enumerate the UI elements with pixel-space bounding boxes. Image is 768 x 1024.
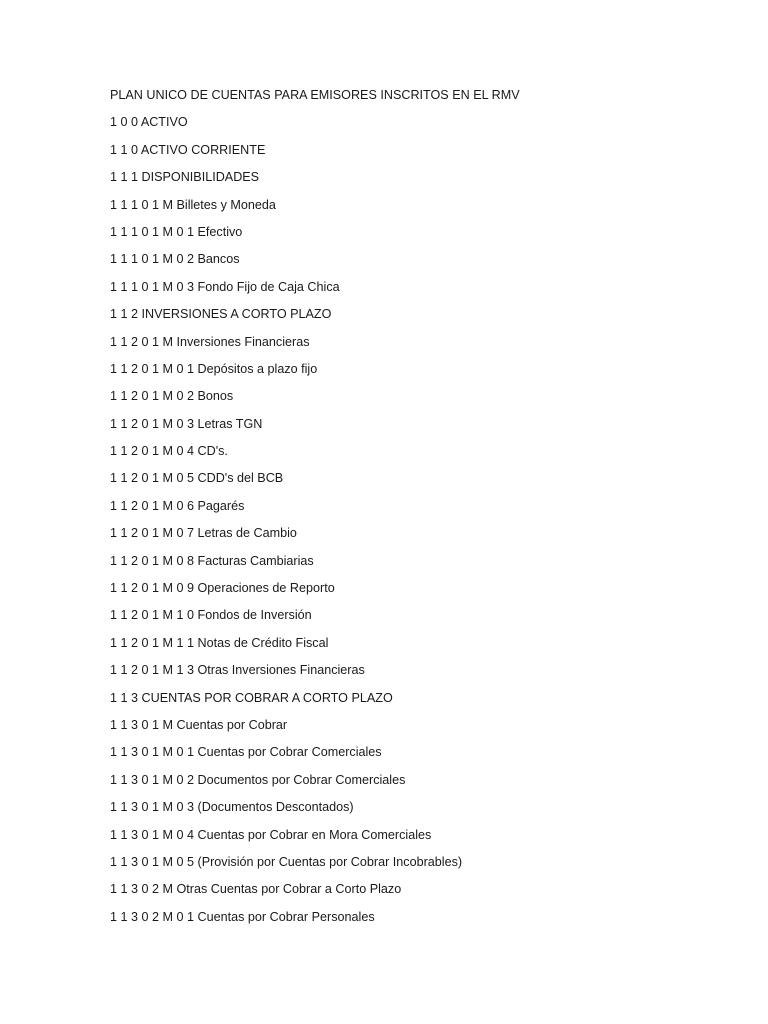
account-line: 1 1 3 0 2 M 0 1 Cuentas por Cobrar Personales — [110, 909, 375, 924]
account-line: 1 1 3 0 1 M 0 5 (Provisión por Cuentas por Cobrar Incobrables) — [110, 854, 463, 869]
account-line: 1 1 2 0 1 M 0 1 Depósitos a plazo fijo — [110, 361, 318, 376]
account-line: 1 1 3 0 1 M 0 1 Cuentas por Cobrar Comerciales — [110, 745, 382, 760]
account-line: 1 1 2 0 1 M 0 2 Bonos — [110, 389, 234, 404]
account-line: 1 1 1 0 1 M 0 1 Efectivo — [110, 224, 243, 239]
account-line: 1 1 2 0 1 M 0 6 Pagarés — [110, 498, 245, 513]
account-line: 1 1 0 ACTIVO CORRIENTE — [110, 142, 266, 157]
account-line: 1 1 2 0 1 M 1 0 Fondos de Inversión — [110, 608, 312, 623]
document-title: PLAN UNICO DE CUENTAS PARA EMISORES INSCRITOS EN EL RMV — [110, 88, 520, 102]
account-line: 1 1 2 0 1 M 1 1 Notas de Crédito Fiscal — [110, 635, 329, 650]
account-line: 1 1 3 0 1 M 0 2 Documentos por Cobrar Comerciales — [110, 772, 406, 787]
account-line: 1 1 1 0 1 M Billetes y Moneda — [110, 197, 276, 212]
account-line: 1 1 2 0 1 M 0 5 CDD's del BCB — [110, 471, 284, 486]
account-line: 1 1 3 0 1 M 0 3 (Documentos Descontados) — [110, 800, 354, 815]
account-line: 1 0 0 ACTIVO — [110, 115, 188, 130]
account-line: 1 1 2 0 1 M 0 7 Letras de Cambio — [110, 526, 297, 541]
account-line: 1 1 1 0 1 M 0 2 Bancos — [110, 252, 240, 267]
account-line: 1 1 2 INVERSIONES A CORTO PLAZO — [110, 307, 332, 322]
account-line: 1 1 2 0 1 M 0 3 Letras TGN — [110, 416, 263, 431]
account-line: 1 1 3 CUENTAS POR COBRAR A CORTO PLAZO — [110, 690, 393, 705]
account-line: 1 1 3 0 1 M 0 4 Cuentas por Cobrar en Mora Comerciales — [110, 827, 432, 842]
account-line: 1 1 1 0 1 M 0 3 Fondo Fijo de Caja Chica — [110, 279, 340, 294]
account-line: 1 1 2 0 1 M Inversiones Financieras — [110, 334, 310, 349]
account-line: 1 1 3 0 1 M Cuentas por Cobrar — [110, 717, 288, 732]
account-line: 1 1 2 0 1 M 0 9 Operaciones de Reporto — [110, 581, 335, 596]
account-line: 1 1 1 DISPONIBILIDADES — [110, 170, 260, 185]
account-line: 1 1 3 0 2 M Otras Cuentas por Cobrar a Corto Plazo — [110, 882, 402, 897]
account-line: 1 1 2 0 1 M 1 3 Otras Inversiones Financieras — [110, 663, 365, 678]
account-plan — [110, 86, 730, 935]
account-line: 1 1 2 0 1 M 0 8 Facturas Cambiarias — [110, 553, 314, 568]
account-line: 1 1 2 0 1 M 0 4 CD's. — [110, 444, 228, 459]
